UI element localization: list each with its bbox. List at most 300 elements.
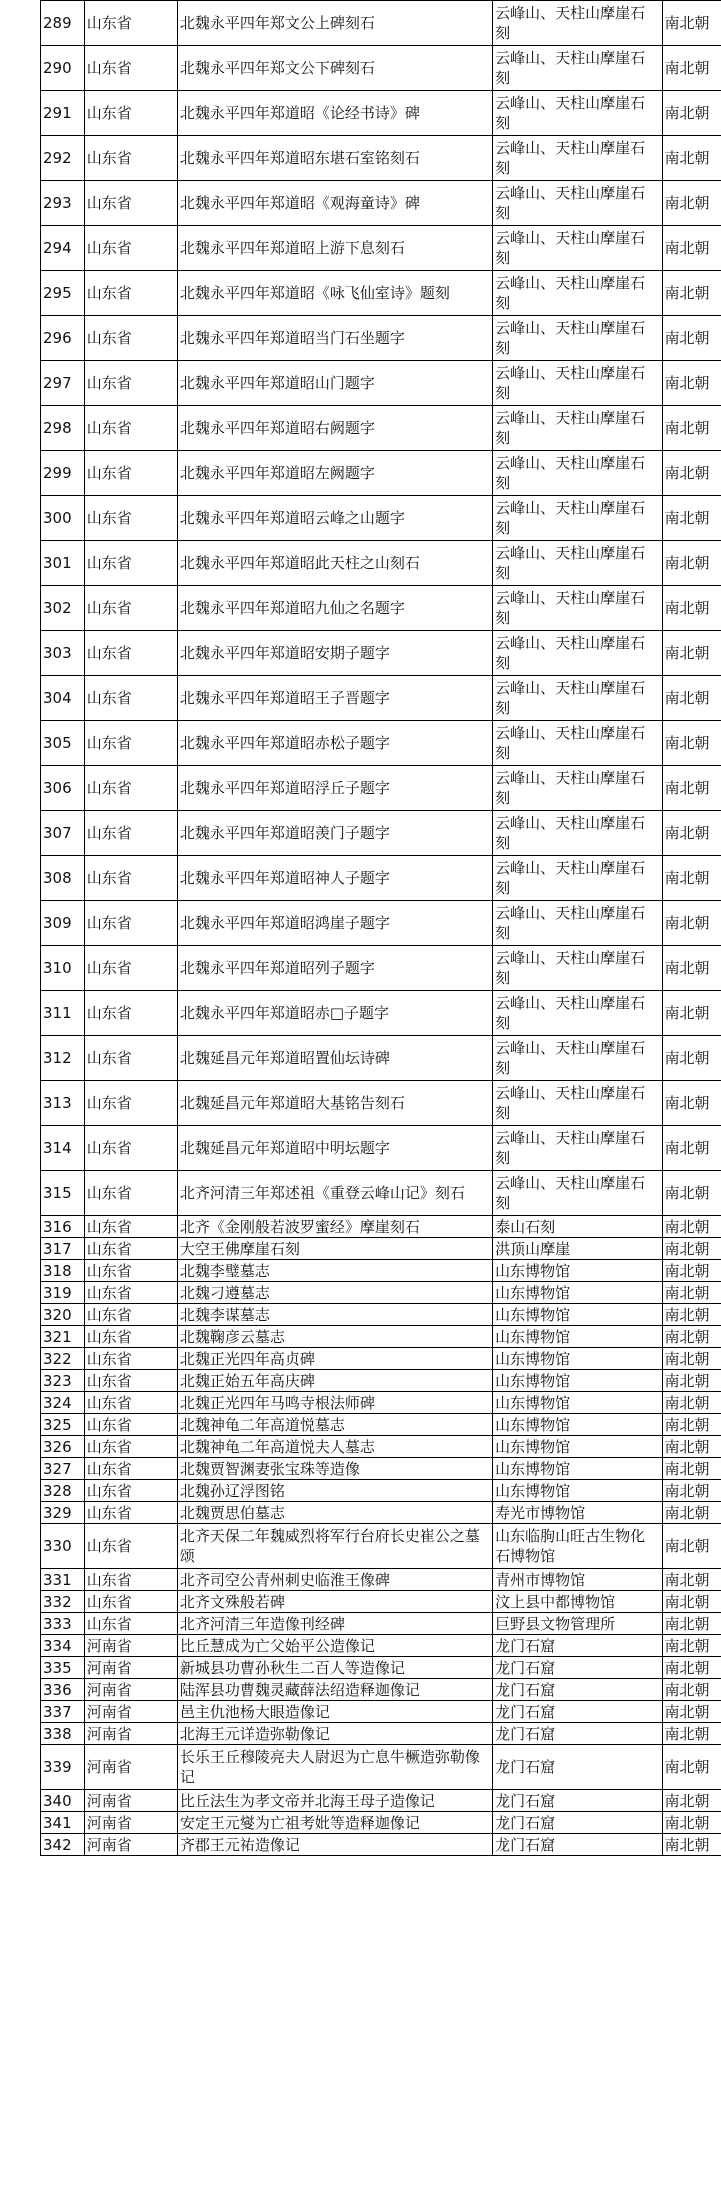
- table-row: [41, 1081, 721, 1126]
- row-number: 303: [41, 631, 85, 676]
- row-location: 山东博物馆: [493, 1326, 662, 1348]
- row-location: 云峰山、天柱山摩崖石刻: [493, 631, 662, 676]
- row-era: 南北朝: [662, 1569, 721, 1591]
- row-era: 南北朝: [662, 1326, 721, 1348]
- row-era: 南北朝: [662, 226, 721, 271]
- table-row: [41, 91, 721, 136]
- row-era: 南北朝: [662, 1613, 721, 1635]
- row-location: 龙门石窟: [493, 1834, 662, 1856]
- row-name: 北魏正始五年高庆碑: [177, 1370, 492, 1392]
- row-name: 北魏永平四年郑道昭《咏飞仙室诗》题刻: [177, 271, 492, 316]
- row-location: 云峰山、天柱山摩崖石刻: [493, 181, 662, 226]
- table-row: [41, 1370, 721, 1392]
- row-name: 北魏刁遵墓志: [177, 1282, 492, 1304]
- table-row: [41, 1679, 721, 1701]
- row-location: 龙门石窟: [493, 1701, 662, 1723]
- row-number: 333: [41, 1613, 85, 1635]
- row-province: 山东省: [84, 1414, 177, 1436]
- row-name: 北魏孙辽浮图铭: [177, 1480, 492, 1502]
- row-number: 318: [41, 1260, 85, 1282]
- table-row: [41, 676, 721, 721]
- row-number: 339: [41, 1745, 85, 1790]
- row-number: 311: [41, 991, 85, 1036]
- row-number: 293: [41, 181, 85, 226]
- table-row: [41, 811, 721, 856]
- table-row: [41, 1613, 721, 1635]
- row-location: 山东博物馆: [493, 1436, 662, 1458]
- row-province: 山东省: [84, 1, 177, 46]
- row-province: 山东省: [84, 1260, 177, 1282]
- table-row: [41, 1216, 721, 1238]
- row-era: 南北朝: [662, 1282, 721, 1304]
- table-row: [41, 1392, 721, 1414]
- row-name: 安定王元燮为亡祖考妣等造释迦像记: [177, 1812, 492, 1834]
- row-location: 云峰山、天柱山摩崖石刻: [493, 361, 662, 406]
- row-province: 山东省: [84, 181, 177, 226]
- row-province: 山东省: [84, 1569, 177, 1591]
- row-number: 310: [41, 946, 85, 991]
- row-number: 323: [41, 1370, 85, 1392]
- row-province: 河南省: [84, 1834, 177, 1856]
- table-row: [41, 586, 721, 631]
- row-era: 南北朝: [662, 1260, 721, 1282]
- row-province: 山东省: [84, 1502, 177, 1524]
- row-name: 北海王元详造弥勒像记: [177, 1723, 492, 1745]
- row-number: 321: [41, 1326, 85, 1348]
- table-row: [41, 1834, 721, 1856]
- row-number: 327: [41, 1458, 85, 1480]
- table-row: [41, 361, 721, 406]
- row-name: 北魏永平四年郑道昭当门石坐题字: [177, 316, 492, 361]
- row-name: 北魏正光四年马鸣寺根法师碑: [177, 1392, 492, 1414]
- row-era: 南北朝: [662, 91, 721, 136]
- row-province: 山东省: [84, 46, 177, 91]
- row-location: 山东博物馆: [493, 1480, 662, 1502]
- row-name: 北魏永平四年郑道昭此天柱之山刻石: [177, 541, 492, 586]
- row-number: 320: [41, 1304, 85, 1326]
- row-era: 南北朝: [662, 181, 721, 226]
- row-era: 南北朝: [662, 1304, 721, 1326]
- row-name: 北魏延昌元年郑道昭中明坛题字: [177, 1126, 492, 1171]
- row-location: 云峰山、天柱山摩崖石刻: [493, 91, 662, 136]
- row-location: 云峰山、天柱山摩崖石刻: [493, 991, 662, 1036]
- row-number: 337: [41, 1701, 85, 1723]
- row-number: 290: [41, 46, 85, 91]
- row-era: 南北朝: [662, 1348, 721, 1370]
- row-location: 洪顶山摩崖: [493, 1238, 662, 1260]
- row-name: 新城县功曹孙秋生二百人等造像记: [177, 1657, 492, 1679]
- row-name: 大空王佛摩崖石刻: [177, 1238, 492, 1260]
- row-province: 山东省: [84, 1480, 177, 1502]
- row-name: 北魏贾智渊妻张宝珠等造像: [177, 1458, 492, 1480]
- row-province: 山东省: [84, 766, 177, 811]
- row-location: 云峰山、天柱山摩崖石刻: [493, 766, 662, 811]
- row-name: 北魏永平四年郑道昭左阙题字: [177, 451, 492, 496]
- row-number: 295: [41, 271, 85, 316]
- row-name: 北魏永平四年郑道昭浮丘子题字: [177, 766, 492, 811]
- row-number: 298: [41, 406, 85, 451]
- table-row: [41, 1657, 721, 1679]
- table-row: [41, 1635, 721, 1657]
- table-row: [41, 1282, 721, 1304]
- row-location: 云峰山、天柱山摩崖石刻: [493, 226, 662, 271]
- table-row: [41, 1414, 721, 1436]
- table-row: [41, 496, 721, 541]
- row-location: 山东博物馆: [493, 1260, 662, 1282]
- row-province: 河南省: [84, 1745, 177, 1790]
- row-location: 云峰山、天柱山摩崖石刻: [493, 406, 662, 451]
- table-row: [41, 1458, 721, 1480]
- table-row: [41, 1480, 721, 1502]
- row-era: 南北朝: [662, 586, 721, 631]
- row-era: 南北朝: [662, 1414, 721, 1436]
- row-era: 南北朝: [662, 1216, 721, 1238]
- row-location: 云峰山、天柱山摩崖石刻: [493, 901, 662, 946]
- row-location: 寿光市博物馆: [493, 1502, 662, 1524]
- row-name: 北魏永平四年郑道昭九仙之名题字: [177, 586, 492, 631]
- row-name: 长乐王丘穆陵亮夫人尉迟为亡息牛橛造弥勒像记: [177, 1745, 492, 1790]
- row-era: 南北朝: [662, 1745, 721, 1790]
- row-era: 南北朝: [662, 46, 721, 91]
- row-era: 南北朝: [662, 1834, 721, 1856]
- row-province: 山东省: [84, 631, 177, 676]
- row-province: 山东省: [84, 946, 177, 991]
- table-row: [41, 226, 721, 271]
- row-era: 南北朝: [662, 676, 721, 721]
- row-province: 河南省: [84, 1635, 177, 1657]
- row-location: 云峰山、天柱山摩崖石刻: [493, 721, 662, 766]
- row-name: 北魏永平四年郑道昭神人子题字: [177, 856, 492, 901]
- row-era: 南北朝: [662, 316, 721, 361]
- row-name: 北魏永平四年郑道昭王子晋题字: [177, 676, 492, 721]
- row-province: 山东省: [84, 1282, 177, 1304]
- row-name: 北魏永平四年郑文公上碑刻石: [177, 1, 492, 46]
- row-number: 336: [41, 1679, 85, 1701]
- row-location: 山东博物馆: [493, 1458, 662, 1480]
- row-province: 山东省: [84, 721, 177, 766]
- row-province: 山东省: [84, 406, 177, 451]
- row-era: 南北朝: [662, 991, 721, 1036]
- row-era: 南北朝: [662, 1370, 721, 1392]
- row-location: 山东博物馆: [493, 1370, 662, 1392]
- row-era: 南北朝: [662, 1635, 721, 1657]
- row-name: 北魏永平四年郑道昭《观海童诗》碑: [177, 181, 492, 226]
- row-province: 山东省: [84, 676, 177, 721]
- row-era: 南北朝: [662, 946, 721, 991]
- row-number: 313: [41, 1081, 85, 1126]
- row-province: 山东省: [84, 1171, 177, 1216]
- row-era: 南北朝: [662, 1036, 721, 1081]
- row-era: 南北朝: [662, 1701, 721, 1723]
- table-row: [41, 1, 721, 46]
- row-era: 南北朝: [662, 406, 721, 451]
- row-location: 山东博物馆: [493, 1348, 662, 1370]
- row-province: 山东省: [84, 586, 177, 631]
- row-number: 341: [41, 1812, 85, 1834]
- table-row: [41, 1569, 721, 1591]
- row-location: 泰山石刻: [493, 1216, 662, 1238]
- table-row: [41, 1260, 721, 1282]
- row-number: 319: [41, 1282, 85, 1304]
- row-number: 294: [41, 226, 85, 271]
- row-era: 南北朝: [662, 721, 721, 766]
- row-province: 山东省: [84, 1326, 177, 1348]
- row-name: 北魏永平四年郑道昭上游下息刻石: [177, 226, 492, 271]
- row-number: 301: [41, 541, 85, 586]
- table-row: [41, 1126, 721, 1171]
- row-era: 南北朝: [662, 1502, 721, 1524]
- table-row: [41, 451, 721, 496]
- table-row: [41, 1304, 721, 1326]
- row-location: 云峰山、天柱山摩崖石刻: [493, 316, 662, 361]
- row-province: 山东省: [84, 91, 177, 136]
- row-name: 北魏神龟二年高道悦墓志: [177, 1414, 492, 1436]
- heritage-list: [40, 0, 721, 1856]
- row-number: 317: [41, 1238, 85, 1260]
- table-row: [41, 1348, 721, 1370]
- row-number: 325: [41, 1414, 85, 1436]
- row-era: 南北朝: [662, 1591, 721, 1613]
- table-row: [41, 1790, 721, 1812]
- table-row: [41, 1436, 721, 1458]
- row-number: 340: [41, 1790, 85, 1812]
- row-number: 316: [41, 1216, 85, 1238]
- row-era: 南北朝: [662, 631, 721, 676]
- row-province: 山东省: [84, 1370, 177, 1392]
- row-number: 326: [41, 1436, 85, 1458]
- row-name: 北魏李璧墓志: [177, 1260, 492, 1282]
- row-number: 324: [41, 1392, 85, 1414]
- row-province: 山东省: [84, 316, 177, 361]
- row-name: 比丘法生为孝文帝并北海王母子造像记: [177, 1790, 492, 1812]
- table-row: [41, 1591, 721, 1613]
- row-name: 北魏鞠彦云墓志: [177, 1326, 492, 1348]
- row-name: 北齐天保二年魏威烈将军行台府长史崔公之墓颂: [177, 1524, 492, 1569]
- row-location: 龙门石窟: [493, 1635, 662, 1657]
- row-era: 南北朝: [662, 541, 721, 586]
- row-province: 山东省: [84, 1126, 177, 1171]
- table-row: [41, 901, 721, 946]
- row-province: 山东省: [84, 1591, 177, 1613]
- row-province: 山东省: [84, 226, 177, 271]
- table-row: [41, 1326, 721, 1348]
- row-number: 302: [41, 586, 85, 631]
- row-location: 龙门石窟: [493, 1723, 662, 1745]
- row-number: 312: [41, 1036, 85, 1081]
- row-name: 北魏神龟二年高道悦夫人墓志: [177, 1436, 492, 1458]
- row-name: 邑主仇池杨大眼造像记: [177, 1701, 492, 1723]
- row-province: 山东省: [84, 1436, 177, 1458]
- row-name: 北魏永平四年郑道昭列子题字: [177, 946, 492, 991]
- row-province: 河南省: [84, 1790, 177, 1812]
- row-province: 山东省: [84, 496, 177, 541]
- table-row: [41, 271, 721, 316]
- row-province: 山东省: [84, 1392, 177, 1414]
- row-number: 335: [41, 1657, 85, 1679]
- row-era: 南北朝: [662, 811, 721, 856]
- row-name: 比丘慧成为亡父始平公造像记: [177, 1635, 492, 1657]
- row-location: 山东博物馆: [493, 1414, 662, 1436]
- row-era: 南北朝: [662, 856, 721, 901]
- row-province: 山东省: [84, 541, 177, 586]
- row-number: 291: [41, 91, 85, 136]
- row-location: 云峰山、天柱山摩崖石刻: [493, 856, 662, 901]
- table-row: [41, 1171, 721, 1216]
- row-location: 云峰山、天柱山摩崖石刻: [493, 676, 662, 721]
- row-province: 山东省: [84, 901, 177, 946]
- row-province: 河南省: [84, 1679, 177, 1701]
- row-era: 南北朝: [662, 451, 721, 496]
- row-number: 342: [41, 1834, 85, 1856]
- row-province: 山东省: [84, 1081, 177, 1126]
- row-number: 297: [41, 361, 85, 406]
- row-era: 南北朝: [662, 1, 721, 46]
- row-name: 北魏永平四年郑道昭云峰之山题字: [177, 496, 492, 541]
- row-number: 306: [41, 766, 85, 811]
- row-era: 南北朝: [662, 1081, 721, 1126]
- row-province: 河南省: [84, 1657, 177, 1679]
- row-province: 山东省: [84, 451, 177, 496]
- row-name: 齐郡王元祐造像记: [177, 1834, 492, 1856]
- table-row: [41, 946, 721, 991]
- row-province: 山东省: [84, 271, 177, 316]
- row-era: 南北朝: [662, 901, 721, 946]
- row-name: 北魏贾思伯墓志: [177, 1502, 492, 1524]
- row-number: 338: [41, 1723, 85, 1745]
- row-location: 山东临朐山旺古生物化石博物馆: [493, 1524, 662, 1569]
- row-era: 南北朝: [662, 496, 721, 541]
- row-number: 296: [41, 316, 85, 361]
- row-number: 331: [41, 1569, 85, 1591]
- row-number: 322: [41, 1348, 85, 1370]
- row-name: 北齐《金刚般若波罗蜜经》摩崖刻石: [177, 1216, 492, 1238]
- row-name: 北魏李谋墓志: [177, 1304, 492, 1326]
- row-location: 云峰山、天柱山摩崖石刻: [493, 1036, 662, 1081]
- row-era: 南北朝: [662, 1392, 721, 1414]
- row-location: 青州市博物馆: [493, 1569, 662, 1591]
- row-era: 南北朝: [662, 1723, 721, 1745]
- row-number: 300: [41, 496, 85, 541]
- row-name: 北魏永平四年郑道昭羡门子题字: [177, 811, 492, 856]
- row-location: 云峰山、天柱山摩崖石刻: [493, 496, 662, 541]
- row-province: 山东省: [84, 991, 177, 1036]
- row-name: 北魏永平四年郑道昭鸿崖子题字: [177, 901, 492, 946]
- row-number: 292: [41, 136, 85, 181]
- row-location: 龙门石窟: [493, 1679, 662, 1701]
- row-number: 308: [41, 856, 85, 901]
- row-era: 南北朝: [662, 136, 721, 181]
- table-row: [41, 541, 721, 586]
- row-number: 330: [41, 1524, 85, 1569]
- row-name: 北魏永平四年郑文公下碑刻石: [177, 46, 492, 91]
- row-location: 汶上县中都博物馆: [493, 1591, 662, 1613]
- row-province: 山东省: [84, 811, 177, 856]
- row-era: 南北朝: [662, 1812, 721, 1834]
- row-province: 山东省: [84, 1613, 177, 1635]
- row-number: 328: [41, 1480, 85, 1502]
- row-era: 南北朝: [662, 271, 721, 316]
- row-number: 307: [41, 811, 85, 856]
- row-province: 山东省: [84, 136, 177, 181]
- row-name: 北魏正光四年高贞碑: [177, 1348, 492, 1370]
- row-number: 332: [41, 1591, 85, 1613]
- row-province: 山东省: [84, 856, 177, 901]
- row-province: 山东省: [84, 1216, 177, 1238]
- row-era: 南北朝: [662, 1679, 721, 1701]
- row-province: 河南省: [84, 1723, 177, 1745]
- row-era: 南北朝: [662, 1790, 721, 1812]
- row-era: 南北朝: [662, 1436, 721, 1458]
- row-name: 北魏延昌元年郑道昭置仙坛诗碑: [177, 1036, 492, 1081]
- row-location: 云峰山、天柱山摩崖石刻: [493, 1, 662, 46]
- row-province: 山东省: [84, 1238, 177, 1260]
- row-era: 南北朝: [662, 1657, 721, 1679]
- row-number: 334: [41, 1635, 85, 1657]
- row-location: 云峰山、天柱山摩崖石刻: [493, 136, 662, 181]
- row-location: 龙门石窟: [493, 1657, 662, 1679]
- row-province: 河南省: [84, 1812, 177, 1834]
- row-province: 山东省: [84, 1304, 177, 1326]
- row-province: 山东省: [84, 1036, 177, 1081]
- heritage-table: [40, 0, 721, 1856]
- table-row: [41, 766, 721, 811]
- row-era: 南北朝: [662, 361, 721, 406]
- row-number: 315: [41, 1171, 85, 1216]
- row-era: 南北朝: [662, 766, 721, 811]
- table-body: [41, 1, 721, 1856]
- row-name: 北魏永平四年郑道昭赤□子题字: [177, 991, 492, 1036]
- row-era: 南北朝: [662, 1524, 721, 1569]
- row-location: 云峰山、天柱山摩崖石刻: [493, 271, 662, 316]
- row-province: 山东省: [84, 361, 177, 406]
- row-number: 299: [41, 451, 85, 496]
- row-location: 云峰山、天柱山摩崖石刻: [493, 541, 662, 586]
- row-location: 巨野县文物管理所: [493, 1613, 662, 1635]
- row-location: 云峰山、天柱山摩崖石刻: [493, 1126, 662, 1171]
- row-name: 北魏永平四年郑道昭右阙题字: [177, 406, 492, 451]
- row-number: 309: [41, 901, 85, 946]
- row-location: 云峰山、天柱山摩崖石刻: [493, 46, 662, 91]
- row-name: 北魏永平四年郑道昭东堪石室铭刻石: [177, 136, 492, 181]
- row-location: 云峰山、天柱山摩崖石刻: [493, 586, 662, 631]
- table-row: [41, 46, 721, 91]
- row-name: 北魏永平四年郑道昭《论经书诗》碑: [177, 91, 492, 136]
- table-row: [41, 406, 721, 451]
- row-location: 龙门石窟: [493, 1745, 662, 1790]
- row-location: 云峰山、天柱山摩崖石刻: [493, 1171, 662, 1216]
- row-name: 北齐文殊般若碑: [177, 1591, 492, 1613]
- table-row: [41, 181, 721, 226]
- table-row: [41, 1812, 721, 1834]
- row-era: 南北朝: [662, 1171, 721, 1216]
- row-name: 北魏永平四年郑道昭安期子题字: [177, 631, 492, 676]
- table-row: [41, 1502, 721, 1524]
- row-province: 山东省: [84, 1458, 177, 1480]
- row-era: 南北朝: [662, 1238, 721, 1260]
- row-location: 云峰山、天柱山摩崖石刻: [493, 1081, 662, 1126]
- table-row: [41, 991, 721, 1036]
- row-number: 289: [41, 1, 85, 46]
- row-name: 北魏永平四年郑道昭山门题字: [177, 361, 492, 406]
- row-name: 北魏延昌元年郑道昭大基铭告刻石: [177, 1081, 492, 1126]
- row-province: 山东省: [84, 1524, 177, 1569]
- row-number: 304: [41, 676, 85, 721]
- table-row: [41, 721, 721, 766]
- row-number: 305: [41, 721, 85, 766]
- row-name: 北齐河清三年造像刊经碑: [177, 1613, 492, 1635]
- row-province: 山东省: [84, 1348, 177, 1370]
- table-row: [41, 316, 721, 361]
